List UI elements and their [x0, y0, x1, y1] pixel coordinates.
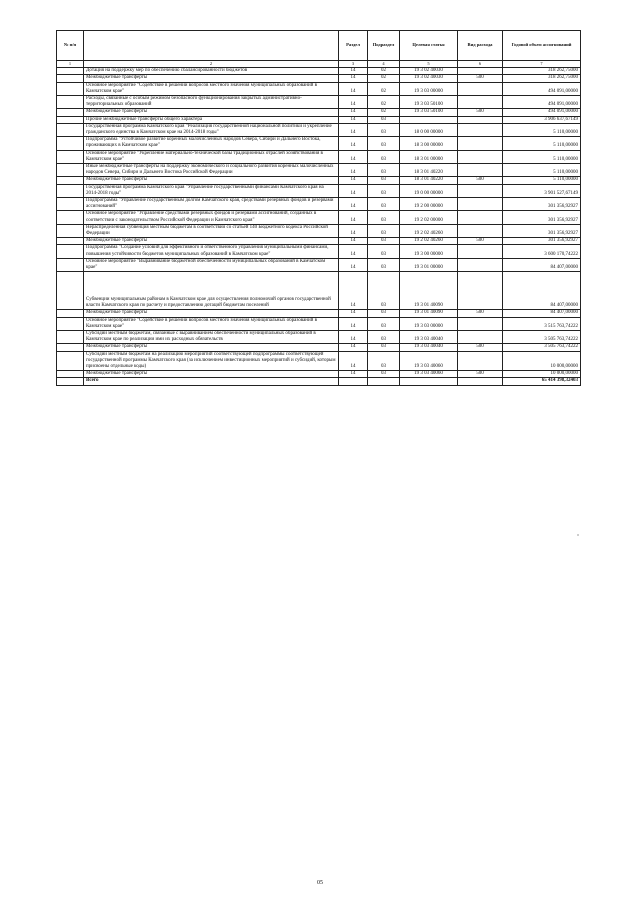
- row-target-article: 19 3 03 00000: [400, 82, 458, 95]
- table-row: [57, 258, 581, 271]
- row-name: Основное мероприятие "Содействие в решении вопросов местного значения муниципальных образований в Камчатском крае": [84, 82, 339, 95]
- corner-mark: ": [577, 535, 580, 540]
- page-number: 05: [317, 880, 323, 886]
- row-amount: 5 110,00000: [503, 137, 581, 150]
- row-num-cell: [57, 371, 84, 378]
- row-num-cell: [57, 258, 84, 271]
- header-razdel: Раздел: [339, 31, 368, 61]
- row-razdel: 14: [339, 330, 368, 343]
- row-expense-type: [458, 164, 503, 177]
- table-row: [57, 317, 581, 330]
- row-amount: 301 356,92927: [503, 198, 581, 211]
- table-body: [57, 68, 581, 378]
- total-empty-cell: [400, 378, 458, 385]
- row-target-article: 19 3 01 40090: [400, 272, 458, 310]
- row-target-article: 19 2 02 40260: [400, 238, 458, 245]
- row-expense-type: [458, 116, 503, 123]
- row-amount: 3 906 637,67149: [503, 116, 581, 123]
- row-target-article: 19 3 00 00000: [400, 245, 458, 258]
- table-row: [57, 245, 581, 258]
- row-amount: 301 356,92927: [503, 224, 581, 237]
- row-expense-type: [458, 258, 503, 271]
- row-razdel: 14: [339, 371, 368, 378]
- table-row: [57, 224, 581, 237]
- row-podrazdel: 03: [368, 344, 400, 351]
- row-expense-type: 500: [458, 344, 503, 351]
- row-amount: 5 110,00000: [503, 150, 581, 163]
- row-num-cell: [57, 198, 84, 211]
- table-row: [57, 150, 581, 163]
- row-razdel: 14: [339, 258, 368, 271]
- row-expense-type: [458, 351, 503, 371]
- row-expense-type: 500: [458, 238, 503, 245]
- row-name: Дотация на поддержку мер по обеспечению сбалансированности бюджетов: [84, 68, 339, 75]
- row-target-article: 18 3 00 00000: [400, 137, 458, 150]
- row-podrazdel: 03: [368, 258, 400, 271]
- row-name: Основное мероприятие "Выравнивание бюджетной обеспеченности муниципальных образований в Камчатском крае": [84, 258, 339, 271]
- row-razdel: 14: [339, 137, 368, 150]
- row-target-article: 19 2 02 00000: [400, 211, 458, 224]
- row-podrazdel: 03: [368, 310, 400, 317]
- row-num-cell: [57, 150, 84, 163]
- row-razdel: 14: [339, 116, 368, 123]
- row-name: Межбюджетные трансферты: [84, 310, 339, 317]
- row-razdel: 14: [339, 177, 368, 184]
- row-expense-type: [458, 82, 503, 95]
- row-num-cell: [57, 344, 84, 351]
- row-target-article: 18 3 01 00000: [400, 150, 458, 163]
- row-target-article: 19 0 00 00000: [400, 184, 458, 197]
- row-amount: 84 407,00000: [503, 310, 581, 317]
- row-razdel: 14: [339, 238, 368, 245]
- row-expense-type: [458, 198, 503, 211]
- row-podrazdel: 02: [368, 82, 400, 95]
- row-target-article: 19 2 02 40260: [400, 224, 458, 237]
- row-name: Подпрограмма "Управление государственным долгом Камчатского края, средствами резервных фондов и резервами ассигнований": [84, 198, 339, 211]
- row-podrazdel: 03: [368, 224, 400, 237]
- row-razdel: 14: [339, 351, 368, 371]
- table-row: [57, 198, 581, 211]
- header-row: [57, 31, 581, 61]
- row-num-cell: [57, 245, 84, 258]
- row-name: Расходы, связанные с особым режимом безопасного функционирования закрытых административно-территориальных образований: [84, 96, 339, 109]
- row-podrazdel: 03: [368, 123, 400, 136]
- total-empty-cell: [368, 378, 400, 385]
- table-row: [57, 238, 581, 245]
- row-target-article: [400, 116, 458, 123]
- row-amount: 84 407,00000: [503, 258, 581, 271]
- row-name: Основное мероприятие "Управление средствами резервных фондов и резервами ассигнований, созданных в соответствии с законодательством Российской Федерации и Камчатского края": [84, 211, 339, 224]
- row-name: Государственная программа Камчатского края "Реализация государственной национальной политики и укрепление гражданского единства в Камчатском крае на 2014-2018 годы": [84, 123, 339, 136]
- row-num-cell: [57, 137, 84, 150]
- row-expense-type: 500: [458, 310, 503, 317]
- table-row: [57, 123, 581, 136]
- table-row: [57, 371, 581, 378]
- header-expense-type: Вид расхода: [458, 31, 503, 61]
- total-num-cell: [57, 378, 84, 385]
- row-amount: 3 505 763,74222: [503, 344, 581, 351]
- row-name: Государственная программа Камчатского края "Управление государственными финансами Камчатского края на 2014-2018 годы": [84, 184, 339, 197]
- row-expense-type: [458, 211, 503, 224]
- row-num-cell: [57, 330, 84, 343]
- row-target-article: 19 2 00 00000: [400, 198, 458, 211]
- row-expense-type: 500: [458, 371, 503, 378]
- row-name: Прочие межбюджетные трансферты общего характера: [84, 116, 339, 123]
- row-amount: 318 262,75000: [503, 75, 581, 82]
- row-target-article: 19 3 03 40060: [400, 371, 458, 378]
- row-podrazdel: 03: [368, 198, 400, 211]
- row-num-cell: [57, 310, 84, 317]
- row-target-article: 19 3 03 50100: [400, 96, 458, 109]
- row-num-cell: [57, 272, 84, 310]
- row-podrazdel: 03: [368, 184, 400, 197]
- row-podrazdel: 03: [368, 371, 400, 378]
- row-podrazdel: 02: [368, 96, 400, 109]
- row-podrazdel: 03: [368, 245, 400, 258]
- row-target-article: 19 3 01 40090: [400, 310, 458, 317]
- row-name: Межбюджетные трансферты: [84, 109, 339, 116]
- row-podrazdel: 03: [368, 211, 400, 224]
- row-razdel: 14: [339, 184, 368, 197]
- row-target-article: 19 3 01 00000: [400, 258, 458, 271]
- row-num-cell: [57, 82, 84, 95]
- row-num-cell: [57, 164, 84, 177]
- row-num-cell: [57, 75, 84, 82]
- row-podrazdel: 03: [368, 351, 400, 371]
- table-row: [57, 75, 581, 82]
- row-expense-type: [458, 150, 503, 163]
- row-razdel: 14: [339, 150, 368, 163]
- row-razdel: 14: [339, 198, 368, 211]
- row-expense-type: [458, 224, 503, 237]
- row-expense-type: [458, 330, 503, 343]
- row-target-article: 19 3 03 50100: [400, 109, 458, 116]
- row-num-cell: [57, 351, 84, 371]
- total-row: [57, 378, 581, 385]
- row-amount: 3 505 763,74222: [503, 330, 581, 343]
- row-expense-type: [458, 184, 503, 197]
- table-row: [57, 82, 581, 95]
- row-podrazdel: 03: [368, 150, 400, 163]
- row-podrazdel: 02: [368, 68, 400, 75]
- row-amount: 301 356,92927: [503, 238, 581, 245]
- row-name: Субвенции муниципальным районам в Камчатском крае для осуществления полномочий органов государственной власти Камчатского края по расчету и предоставлению дотаций бюджетам поселений: [84, 272, 339, 310]
- row-name: Основное мероприятие "Содействие в решении вопросов местного значения муниципальных образований в Камчатском крае": [84, 317, 339, 330]
- row-expense-type: [458, 137, 503, 150]
- column-number: 4: [368, 61, 400, 68]
- row-name: Межбюджетные трансферты: [84, 75, 339, 82]
- row-podrazdel: 03: [368, 238, 400, 245]
- row-amount: 5 110,00000: [503, 177, 581, 184]
- row-target-article: 19 3 03 00000: [400, 317, 458, 330]
- table-row: [57, 96, 581, 109]
- row-num-cell: [57, 177, 84, 184]
- row-name: Межбюджетные трансферты: [84, 238, 339, 245]
- row-razdel: 14: [339, 211, 368, 224]
- budget-table: [56, 30, 581, 386]
- row-amount: 10 000,00000: [503, 371, 581, 378]
- row-amount: 301 356,92927: [503, 211, 581, 224]
- row-num-cell: [57, 68, 84, 75]
- row-target-article: 18 0 00 00000: [400, 123, 458, 136]
- row-name: Субсидии местным бюджетам на реализацию мероприятий соответствующей подпрограммы соответствующей государственной программы Камчатского края (за исключением инвестиционных мероприятий и субсидий, которым присвоены отдельные коды): [84, 351, 339, 371]
- row-podrazdel: 03: [368, 164, 400, 177]
- row-razdel: 14: [339, 317, 368, 330]
- table-row: [57, 351, 581, 371]
- column-number-row: [57, 61, 581, 68]
- row-razdel: 14: [339, 82, 368, 95]
- row-razdel: 14: [339, 75, 368, 82]
- table-row: [57, 330, 581, 343]
- row-podrazdel: 03: [368, 177, 400, 184]
- row-amount: 84 407,00000: [503, 272, 581, 310]
- table-row: [57, 310, 581, 317]
- row-podrazdel: 03: [368, 317, 400, 330]
- row-num-cell: [57, 116, 84, 123]
- row-num-cell: [57, 238, 84, 245]
- row-name: Межбюджетные трансферты: [84, 371, 339, 378]
- column-number: 6: [458, 61, 503, 68]
- row-expense-type: [458, 96, 503, 109]
- row-razdel: 14: [339, 123, 368, 136]
- row-name: Основное мероприятие "Укрепление материально-технической базы традиционных отраслей хозяйствования в Камчатском крае": [84, 150, 339, 163]
- row-expense-type: [458, 68, 503, 75]
- row-razdel: 14: [339, 272, 368, 310]
- row-target-article: 19 3 03 40060: [400, 351, 458, 371]
- row-amount: 5 110,00000: [503, 123, 581, 136]
- row-num-cell: [57, 96, 84, 109]
- row-amount: 3 901 527,67149: [503, 184, 581, 197]
- row-target-article: 18 3 01 40220: [400, 164, 458, 177]
- row-amount: 494 091,00000: [503, 96, 581, 109]
- row-podrazdel: 03: [368, 116, 400, 123]
- row-expense-type: 500: [458, 109, 503, 116]
- row-name: Межбюджетные трансферты: [84, 177, 339, 184]
- table-row: [57, 109, 581, 116]
- row-razdel: 14: [339, 109, 368, 116]
- column-number: 7: [503, 61, 581, 68]
- row-amount: 3 515 763,74222: [503, 317, 581, 330]
- table-row: [57, 184, 581, 197]
- row-num-cell: [57, 123, 84, 136]
- row-num-cell: [57, 317, 84, 330]
- row-amount: 5 110,00000: [503, 164, 581, 177]
- row-razdel: 14: [339, 310, 368, 317]
- row-podrazdel: 03: [368, 137, 400, 150]
- row-name: Нераспределенная субвенция местным бюджетам в соответствии со статьей 140 Бюджетного кодекса Российской Федерации: [84, 224, 339, 237]
- row-name: Подпрограмма "Устойчивое развитие коренных малочисленных народов Севера, Сибири и Дальнего Востока, проживающих в Камчатском крае": [84, 137, 339, 150]
- row-target-article: 19 3 03 40040: [400, 330, 458, 343]
- header-amount: Годовой объем ассигнований: [503, 31, 581, 61]
- row-amount: 10 000,00000: [503, 351, 581, 371]
- table-row: [57, 68, 581, 75]
- row-num-cell: [57, 184, 84, 197]
- row-name: Подпрограмма "Создание условий для эффективного и ответственного управления муниципальными финансами, повышения устойчивости бюджетов муниципальных образований в Камчатском крае": [84, 245, 339, 258]
- row-target-article: 19 3 02 40030: [400, 75, 458, 82]
- row-razdel: 14: [339, 164, 368, 177]
- row-razdel: 14: [339, 68, 368, 75]
- total-empty-cell: [458, 378, 503, 385]
- row-expense-type: 500: [458, 75, 503, 82]
- row-expense-type: [458, 317, 503, 330]
- row-expense-type: 500: [458, 177, 503, 184]
- row-razdel: 14: [339, 344, 368, 351]
- row-name: Субсидии местным бюджетам, связанные с выравниванием обеспеченности муниципальных образований в Камчатском крае по реализации ими их расходных обязательств: [84, 330, 339, 343]
- row-amount: 318 262,75000: [503, 68, 581, 75]
- row-amount: 3 600 170,74222: [503, 245, 581, 258]
- row-razdel: 14: [339, 224, 368, 237]
- table-row: [57, 344, 581, 351]
- table-row: [57, 116, 581, 123]
- row-podrazdel: 03: [368, 272, 400, 310]
- row-podrazdel: 02: [368, 109, 400, 116]
- row-amount: 494 091,00000: [503, 109, 581, 116]
- column-number: 2: [84, 61, 339, 68]
- column-number: 5: [400, 61, 458, 68]
- row-expense-type: [458, 245, 503, 258]
- column-number: 3: [339, 61, 368, 68]
- table-row: [57, 137, 581, 150]
- row-num-cell: [57, 109, 84, 116]
- total-amount: 65 414 398,32403: [503, 378, 581, 385]
- row-name: Иные межбюджетные трансферты на поддержку экономического и социального развития коренных малочисленных народов Севера, Сибири и Дальнего Востока Российской Федерации: [84, 164, 339, 177]
- row-podrazdel: 03: [368, 330, 400, 343]
- header-target-article: Целевая статья: [400, 31, 458, 61]
- table-row: [57, 177, 581, 184]
- table-row: [57, 211, 581, 224]
- row-razdel: 14: [339, 245, 368, 258]
- row-razdel: 14: [339, 96, 368, 109]
- header-num: № п/п: [57, 31, 84, 61]
- row-name: Межбюджетные трансферты: [84, 344, 339, 351]
- row-num-cell: [57, 211, 84, 224]
- row-expense-type: [458, 123, 503, 136]
- row-podrazdel: 02: [368, 75, 400, 82]
- header-name: [84, 31, 339, 61]
- total-label: Всего: [84, 378, 339, 385]
- row-target-article: 19 3 03 40040: [400, 344, 458, 351]
- table-row: [57, 272, 581, 310]
- table-row: [57, 164, 581, 177]
- header-podrazdel: Подраздел: [368, 31, 400, 61]
- row-amount: 494 091,00000: [503, 82, 581, 95]
- row-target-article: 19 3 02 40030: [400, 68, 458, 75]
- column-number: 1: [57, 61, 84, 68]
- row-expense-type: [458, 272, 503, 310]
- total-empty-cell: [339, 378, 368, 385]
- row-target-article: 18 3 01 40220: [400, 177, 458, 184]
- row-num-cell: [57, 224, 84, 237]
